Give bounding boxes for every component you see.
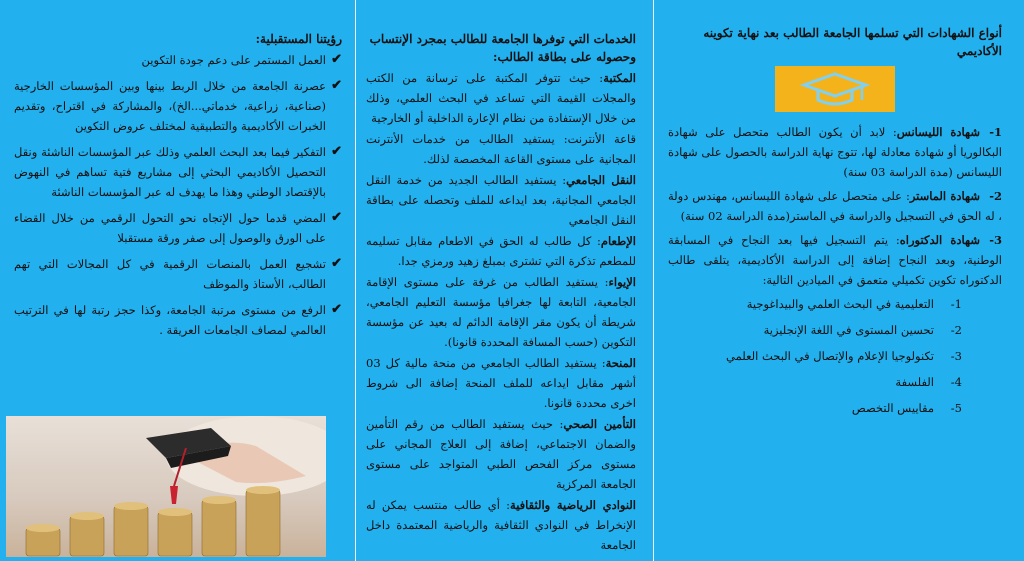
vision-item: [14, 50, 342, 70]
check-icon: ✔: [331, 144, 342, 159]
doctorate-training-item: [668, 294, 962, 314]
vision-item: [14, 300, 342, 340]
service-item: [366, 129, 636, 169]
certificate-item: [668, 122, 1002, 182]
service-text: : يستفيد الطالب الجديد من خدمة النقل الجامعي المجانية، بعد ايداعه للملف وتحصله على بطاقة النقل الجامعي: [366, 173, 636, 227]
certificates-panel: [654, 0, 1024, 561]
training-text: مقاييس التخصص: [851, 401, 934, 415]
service-text: قاعة الأنترنت: يستفيد الطالب من خدمات الأنترنت المجانية على مستوى القاعة المخصصة لذلك.: [366, 132, 636, 166]
certificate-label: شهادة الدكتوراه: [899, 233, 980, 247]
check-icon: ✔: [331, 52, 342, 67]
service-label: النوادي الرياضية والثقافية: [510, 498, 636, 512]
graduation-coins-photo: [6, 416, 326, 557]
certificate-label: شهادة الماستر: [909, 189, 980, 203]
certificate-item: [668, 186, 1002, 226]
graduation-cap-icon: [800, 70, 870, 108]
service-item: [366, 68, 636, 128]
service-item: [366, 231, 636, 271]
service-label: المنحة: [605, 356, 636, 370]
doctorate-training-item: [668, 346, 962, 366]
certificates-list: [668, 122, 1002, 290]
check-icon: ✔: [331, 302, 342, 317]
check-icon: ✔: [331, 78, 342, 93]
certificate-item: [668, 230, 1002, 290]
vision-text: العمل المستمر على دعم جودة التكوين: [141, 53, 326, 67]
vision-item: [14, 208, 342, 248]
certificate-text: : لابد أن يكون الطالب متحصل على شهادة البكالوريا أو شهادة معادلة لها، تتوج نهاية الدراسة بالحصول على شهادة الليسانس (مدة الدراسة 03 سنة): [668, 125, 1002, 179]
certificate-label: شهادة الليسانس: [896, 125, 980, 139]
service-item: [366, 495, 636, 555]
training-number: 3-: [950, 349, 962, 363]
service-label: الإطعام: [600, 234, 636, 248]
vision-text: تشجيع العمل بالمنصات الرقمية في كل المجالات التي تهم الطالب، الأستاذ والموظف: [14, 257, 326, 291]
vision-text: الرفع من مستوى مرتبة الجامعة، وكذا حجز رتبة لها في الترتيب العالمي لمصاف الجامعات العريقة .: [14, 303, 326, 337]
service-label: التأمين الصحي: [563, 417, 636, 431]
check-icon: ✔: [331, 210, 342, 225]
doctorate-training-item: [668, 398, 962, 418]
doctorate-training-item: [668, 320, 962, 340]
doctorate-training-list: [668, 294, 1002, 418]
services-panel: [356, 0, 654, 561]
service-item: [366, 272, 636, 352]
training-number: 5-: [950, 401, 962, 415]
service-label: الإيواء: [608, 275, 636, 289]
vision-title: رؤيتنا المستقبلية:: [255, 32, 342, 46]
service-text: : حيث يستفيد الطالب من رقم التأمين والضمان الاجتماعي، إضافة إلى العلاج المجاني على مستوى مركز الفحص الطبي المتواجد على مستوى الجامعة المركزية: [366, 417, 636, 491]
vision-item: [14, 254, 342, 294]
vision-text: المضي قدما حول الإتجاه نحو التحول الرقمي من خلال القضاء على الورق والوصول إلى صفر ورقة مستقبلا: [14, 211, 326, 245]
training-number: 4-: [950, 375, 962, 389]
service-item: [366, 170, 636, 230]
vision-item: [14, 142, 342, 202]
certificate-text: : على متحصل على شهادة الليسانس، مهندس دولة ، له الحق في التسجيل والدراسة في الماستر(مدة الدراسة 02 سنة): [668, 189, 1002, 223]
service-text: : كل طالب له الحق في الاطعام مقابل تسليمه للمطعم تذكرة التي تشترى بمبلغ زهيد ورمزي جدا.: [366, 234, 636, 268]
doctorate-training-item: [668, 372, 962, 392]
training-text: التعليمية في البحث العلمي والبيداغوجية: [746, 297, 934, 311]
certificate-text: : يتم التسجيل فيها بعد النجاح في المسابقة الوطنية، وبعد النجاح إضافة إلى الدراسة الأكاديمية، يتلقى طالب الدكتوراه تكوين تكميلي متعمق في الميادين التالية:: [668, 233, 1002, 287]
service-item: [366, 353, 636, 413]
service-label: المكتبة: [603, 71, 636, 85]
training-text: الفلسفة: [895, 375, 934, 389]
training-text: تحسين المستوى في اللغة الإنجليزية: [763, 323, 934, 337]
graduation-cap-banner: [775, 66, 895, 112]
certificate-number: 2-: [989, 189, 1002, 203]
certificate-number: 1-: [989, 125, 1002, 139]
training-text: تكنولوجيا الإعلام والإتصال في البحث العلمي: [726, 349, 934, 363]
training-number: 1-: [950, 297, 962, 311]
services-title: الخدمات التي توفرها الجامعة للطالب بمجرد الإنتساب وحصوله على بطاقة الطالب:: [369, 32, 636, 64]
vision-item: [14, 76, 342, 136]
certificates-title: أنواع الشهادات التي تسلمها الجامعة الطالب بعد نهاية تكوينه الأكاديمي: [703, 26, 1002, 58]
service-text: : أي طالب منتسب يمكن له الإنخراط في النوادي الثقافية والرياضية المعتمدة داخل الجامعة: [366, 498, 636, 552]
service-text: : يستفيد الطالب الجامعي من منحة مالية كل 03 أشهر مقابل ايداعه للملف المنحة إضافة الى شروط اخرى محددة قانونا.: [366, 356, 636, 410]
training-number: 2-: [950, 323, 962, 337]
service-item: [366, 414, 636, 494]
service-text: : حيث تتوفر المكتبة على ترسانة من الكتب والمجلات القيمة التي تساعد في البحث العلمي، وذلك من خلال الإستفادة من نظام الإعارة الداخلية أو الخارجية: [366, 71, 636, 125]
services-list: [366, 68, 636, 555]
check-icon: ✔: [331, 256, 342, 271]
service-label: النقل الجامعي: [566, 173, 636, 187]
vision-text: التفكير فيما بعد البحث العلمي وذلك عبر المؤسسات الناشئة ونقل التحصيل الأكاديمي البحثي إلى مشاريع فتية تساهم في النهوض بالإقتصاد الوطني وهذا ما يهدف له عبر المؤسسات الناشئة: [14, 145, 326, 199]
certificate-number: 3-: [989, 233, 1002, 247]
vision-text: عصرنة الجامعة من خلال الربط بينها وبين المؤسسات الخارجية (صناعية، زراعية، خدماتي...الخ)، والمشاركة في اقتراح، وتقديم الخبرات الأكاديمية والتطبيقية لمختلف عروض التكوين: [14, 79, 326, 133]
service-text: : يستفيد الطالب من غرفة على مستوى الإقامة الجامعية، التابعة لها جغرافيا مؤسسة التعليم الجامعي، شريطة أن يكون مقر الإقامة الدائم له بعيد عن مؤسسة التكوين (حسب المسافة المحددة قانونا).: [366, 275, 636, 349]
vision-list: [14, 50, 342, 340]
